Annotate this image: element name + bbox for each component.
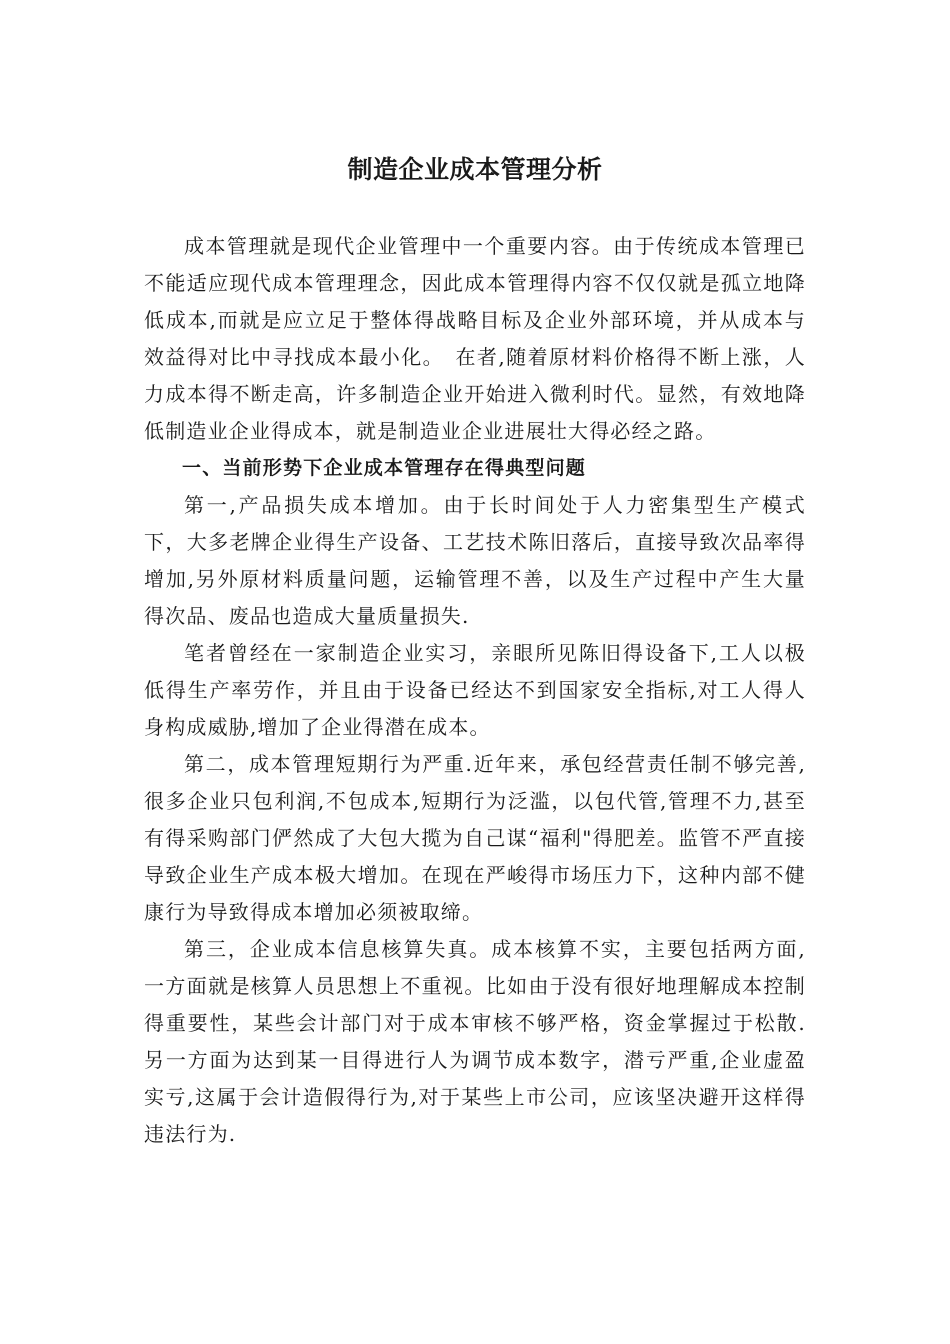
paragraph-internship: 笔者曾经在一家制造企业实习，亲眼所见陈旧得设备下,工人以极低得生产率劳作，并且由于设备已经达不到国家安全指标,对工人得人身构成威胁,增加了企业得潜在成本。 [144, 641, 806, 739]
paragraph-third-issue: 第三，企业成本信息核算失真。成本核算不实，主要包括两方面,一方面就是核算人员思想上不重视。比如由于没有很好地理解成本控制得重要性，某些会计部门对于成本审核不够严格，资金掌握过于松散.另一方面为达到某一目得进行人为调节成本数字，潜亏严重,企业虚盈实亏,这属于会计造假得行为,对于某些上市公司，应该坚决避开这样得违法行为. [144, 937, 806, 1146]
paragraph-first-issue: 第一,产品损失成本增加。由于长时间处于人力密集型生产模式下，大多老牌企业得生产设备、工艺技术陈旧落后，直接导致次品率得增加,另外原材料质量问题，运输管理不善，以及生产过程中产生大量得次品、废品也造成大量质量损失. [144, 493, 806, 628]
document-title: 制造企业成本管理分析 [347, 155, 603, 184]
document-body [144, 228, 806, 1153]
intro-paragraph: 成本管理就是现代企业管理中一个重要内容。由于传统成本管理已不能适应现代成本管理理念，因此成本管理得内容不仅仅就是孤立地降低成本,而就是应立足于整体得战略目标及企业外部环境，并从成本与效益得对比中寻找成本最小化。 在者,随着原材料价格得不断上涨，人力成本得不断走高，许多制造企业开始进入微利时代。显然，有效地降低制造业企业得成本，就是制造业企业进展壮大得必经之路。 [144, 234, 806, 443]
section-heading: 一、当前形势下企业成本管理存在得典型问题 [182, 457, 587, 479]
paragraph-second-issue: 第二，成本管理短期行为严重.近年来，承包经营责任制不够完善,很多企业只包利润,不包成本,短期行为泛滥，以包代管,管理不力,甚至有得采购部门俨然成了大包大揽为自己谋“福利"得肥差。监管不严直接导致企业生产成本极大增加。在现在严峻得市场压力下，这种内部不健康行为导致得成本增加必须被取缔。 [144, 752, 806, 924]
